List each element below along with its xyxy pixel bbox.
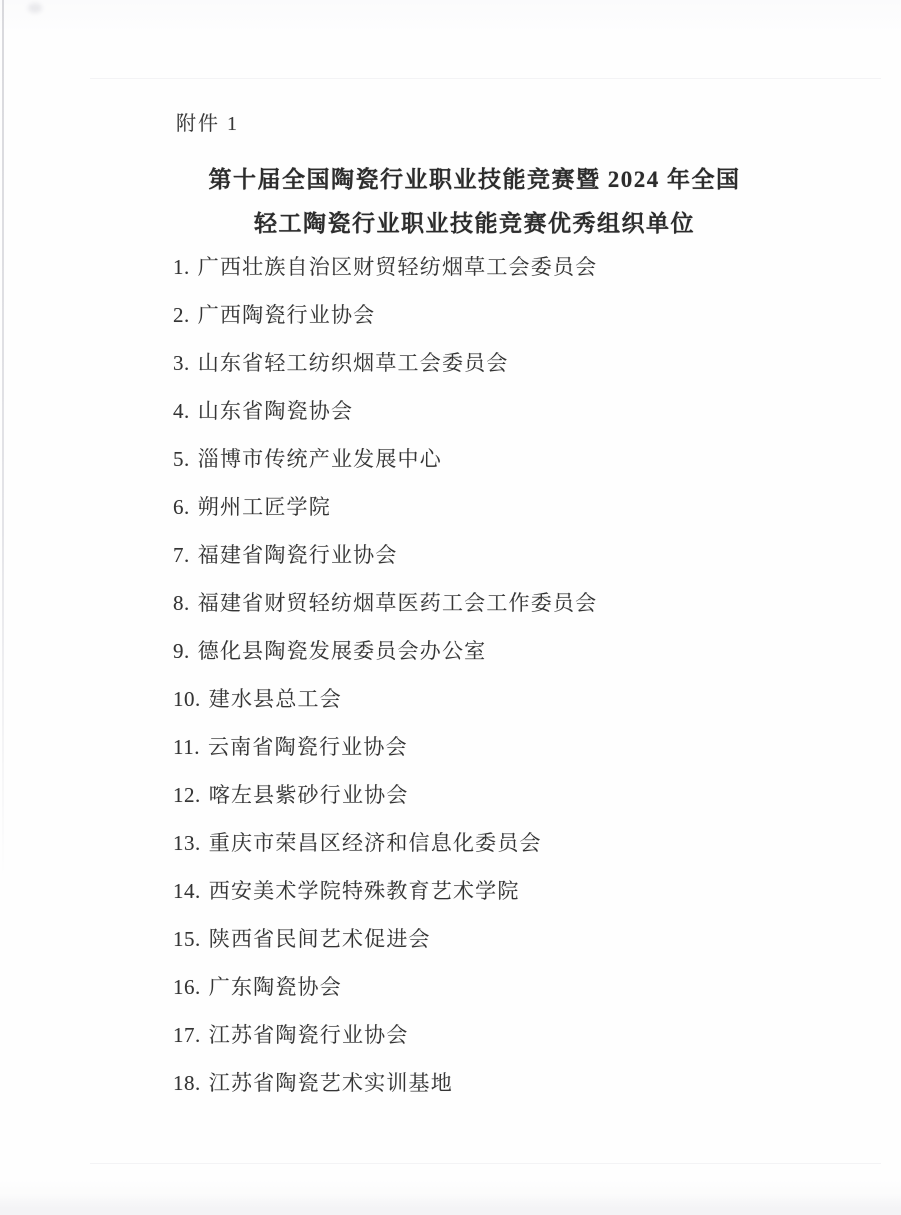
- list-item: [173, 483, 853, 531]
- list-item: [173, 243, 853, 291]
- item-number: 11.: [173, 735, 200, 759]
- item-label: 福建省陶瓷行业协会: [197, 543, 398, 567]
- list-item: [173, 387, 853, 435]
- item-label: 喀左县紫砂行业协会: [208, 783, 409, 807]
- item-label: 山东省轻工纺织烟草工会委员会: [197, 351, 509, 375]
- item-label: 西安美术学院特殊教育艺术学院: [208, 879, 520, 903]
- item-label: 广西壮族自治区财贸轻纺烟草工会委员会: [197, 255, 598, 279]
- list-item: [173, 867, 853, 915]
- item-label: 江苏省陶瓷艺术实训基地: [208, 1071, 453, 1095]
- item-label: 广东陶瓷协会: [208, 975, 342, 999]
- page-bottom-shadow: [0, 1195, 901, 1215]
- item-number: 7.: [173, 543, 190, 567]
- attachment-label: 附件 1: [176, 113, 239, 135]
- item-number: 13.: [173, 831, 201, 855]
- item-number: 14.: [173, 879, 201, 903]
- list-item: [173, 579, 853, 627]
- title-line-1: 第十届全国陶瓷行业职业技能竞赛暨 2024 年全国: [208, 167, 741, 192]
- list-item: [173, 627, 853, 675]
- item-label: 江苏省陶瓷行业协会: [208, 1023, 409, 1047]
- item-number: 5.: [173, 447, 190, 471]
- item-label: 朔州工匠学院: [197, 495, 331, 519]
- item-label: 陕西省民间艺术促进会: [208, 927, 431, 951]
- list-item: [173, 531, 853, 579]
- paper-smudge: [28, 3, 42, 13]
- item-number: 18.: [173, 1071, 201, 1095]
- list-item: [173, 819, 853, 867]
- item-label: 德化县陶瓷发展委员会办公室: [197, 639, 487, 663]
- item-number: 3.: [173, 351, 190, 375]
- item-label: 福建省财贸轻纺烟草医药工会工作委员会: [197, 591, 598, 615]
- item-number: 2.: [173, 303, 190, 327]
- item-label: 山东省陶瓷协会: [197, 399, 354, 423]
- scan-ghost-line: [90, 1163, 881, 1164]
- scan-ghost-line: [90, 78, 881, 79]
- item-label: 建水县总工会: [208, 687, 342, 711]
- item-number: 9.: [173, 639, 190, 663]
- item-number: 10.: [173, 687, 201, 711]
- list-item: [173, 435, 853, 483]
- list-item: [173, 675, 853, 723]
- list-item: [173, 915, 853, 963]
- item-number: 12.: [173, 783, 201, 807]
- item-number: 17.: [173, 1023, 201, 1047]
- item-number: 6.: [173, 495, 190, 519]
- item-label: 重庆市荣昌区经济和信息化委员会: [208, 831, 542, 855]
- organization-list: [173, 243, 853, 1107]
- title-line-2: 轻工陶瓷行业职业技能竞赛优秀组织单位: [254, 211, 695, 236]
- list-item: [173, 339, 853, 387]
- list-item: [173, 723, 853, 771]
- item-label: 云南省陶瓷行业协会: [207, 735, 408, 759]
- item-label: 淄博市传统产业发展中心: [197, 447, 442, 471]
- list-item: [173, 771, 853, 819]
- item-label: 广西陶瓷行业协会: [197, 303, 376, 327]
- paper-left-edge-line: [2, 0, 4, 880]
- item-number: 16.: [173, 975, 201, 999]
- item-number: 4.: [173, 399, 190, 423]
- list-item: [173, 291, 853, 339]
- list-item: [173, 963, 853, 1011]
- item-number: 1.: [173, 255, 190, 279]
- list-item: [173, 1059, 853, 1107]
- item-number: 15.: [173, 927, 201, 951]
- list-item: [173, 1011, 853, 1059]
- document-title: [48, 158, 901, 246]
- item-number: 8.: [173, 591, 190, 615]
